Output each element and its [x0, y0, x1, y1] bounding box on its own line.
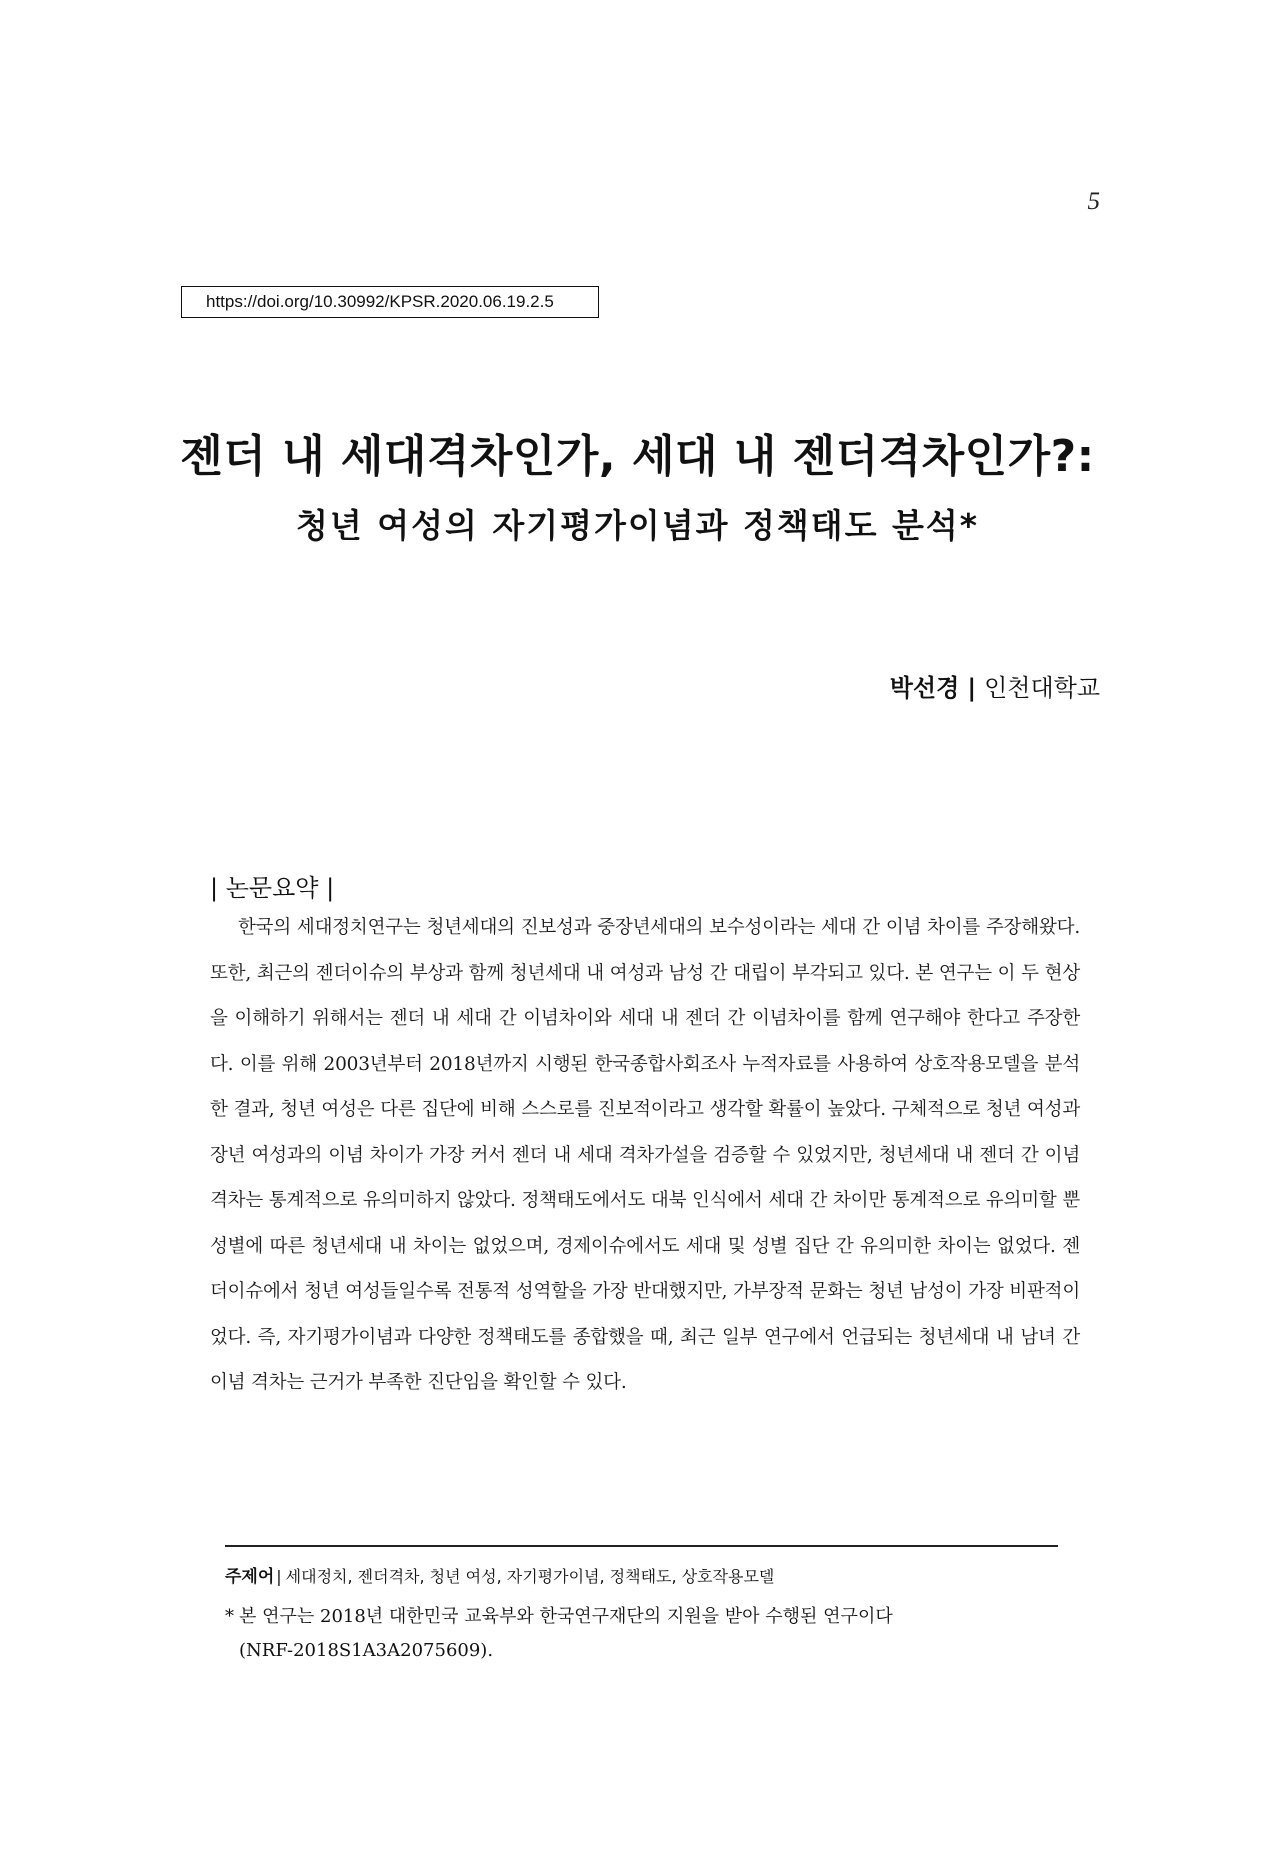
footnote [225, 1600, 1065, 1668]
keywords-line [225, 1562, 774, 1587]
page-number: 5 [1087, 188, 1100, 215]
author-separator: | [967, 674, 977, 702]
keywords-list: 세대정치, 젠더격차, 청년 여성, 자기평가이념, 정책태도, 상호작용모델 [285, 1567, 775, 1586]
footnote-grant-number: (NRF-2018S1A3A2075609). [239, 1640, 494, 1661]
abstract-heading: | 논문요약 | [210, 874, 335, 902]
doi-link[interactable]: https://doi.org/10.30992/KPSR.2020.06.19.2.5 [181, 286, 599, 318]
paper-title: 젠더 내 세대격차인가, 세대 내 젠더격차인가?: [180, 431, 1095, 482]
author-affiliation: 인천대학교 [984, 674, 1100, 702]
footnote-mark: * [225, 1606, 234, 1627]
author-line [890, 668, 1100, 703]
footnote-divider [225, 1545, 1058, 1547]
keywords-separator: | [276, 1567, 282, 1586]
footnote-text: 본 연구는 2018년 대한민국 교육부와 한국연구재단의 지원을 받아 수행된 연구이다 [239, 1606, 893, 1627]
keywords-label: 주제어 [225, 1567, 275, 1587]
footnote-line-1 [225, 1600, 1065, 1634]
paper-subtitle: 청년 여성의 자기평가이념과 정책태도 분석* [295, 506, 980, 545]
abstract-body: 한국의 세대정치연구는 청년세대의 진보성과 중장년세대의 보수성이라는 세대 간 이념 차이를 주장해왔다. 또한, 최근의 젠더이슈의 부상과 함께 청년세대 내 여성과 남성 간 대립이 부각되고 있다. 본 연구는 이 두 현상을 이해하기 위해서는 젠더 내 세대 간 이념차이와 세대 내 젠더 간 이념차이를 함께 연구해야 한다고 주장한다. 이를 위해 2003년부터 2018년까지 시행된 한국종합사회조사 누적자료를 사용하여 상호작용모델을 분석한 결과, 청년 여성은 다른 집단에 비해 스스로를 진보적이라고 생각할 확률이 높았다. 구체적으로 청년 여성과 장년 여성과의 이념 차이가 가장 커서 젠더 내 세대 격차가설을 검증할 수 있었지만, 청년세대 내 젠더 간 이념격차는 통계적으로 유의미하지 않았다. 정책태도에서도 대북 인식에서 세대 간 차이만 통계적으로 유의미할 뿐 성별에 따른 청년세대 내 차이는 없었으며, 경제이슈에서도 세대 및 성별 집단 간 유의미한 차이는 없었다. 젠더이슈에서 청년 여성들일수록 전통적 성역할을 가장 반대했지만, 가부장적 문화는 청년 남성이 가장 비판적이었다. 즉, 자기평가이념과 다양한 정책태도를 종합했을 때, 최근 일부 연구에서 언급되는 청년세대 내 남녀 간 이념 격차는 근거가 부족한 진단임을 확인할 수 있다. [210, 917, 1080, 1393]
author-name: 박선경 [889, 674, 960, 702]
